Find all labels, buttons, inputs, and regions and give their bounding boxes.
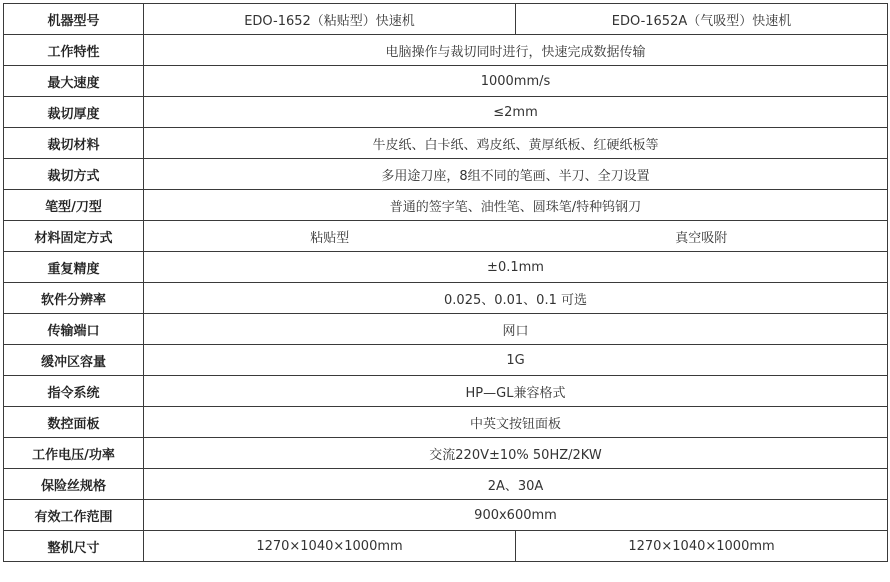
spec-value-left: EDO-1652（粘贴型）快速机 bbox=[144, 4, 516, 35]
spec-label: 指令系统 bbox=[4, 376, 144, 407]
spec-value: HP—GL兼容格式 bbox=[144, 376, 888, 407]
spec-label: 裁切材料 bbox=[4, 128, 144, 159]
spec-row bbox=[4, 4, 888, 35]
spec-value-right: EDO-1652A（气吸型）快速机 bbox=[516, 4, 888, 35]
spec-value: 中英文按钮面板 bbox=[144, 407, 888, 438]
spec-row bbox=[4, 128, 888, 159]
spec-table bbox=[3, 3, 888, 562]
spec-label: 传输端口 bbox=[4, 314, 144, 345]
spec-label: 材料固定方式 bbox=[4, 221, 144, 252]
spec-label: 笔型/刀型 bbox=[4, 190, 144, 221]
spec-value-left: 1270×1040×1000mm bbox=[144, 531, 516, 562]
spec-value: ±0.1mm bbox=[144, 252, 888, 283]
spec-label: 有效工作范围 bbox=[4, 500, 144, 531]
spec-value: ≤2mm bbox=[144, 97, 888, 128]
spec-label: 整机尺寸 bbox=[4, 531, 144, 562]
spec-row bbox=[4, 66, 888, 97]
spec-value: 0.025、0.01、0.1 可选 bbox=[144, 283, 888, 314]
spec-value-right: 1270×1040×1000mm bbox=[516, 531, 888, 562]
spec-row bbox=[4, 159, 888, 190]
spec-value: 900x600mm bbox=[144, 500, 888, 531]
spec-label: 保险丝规格 bbox=[4, 469, 144, 500]
spec-value: 牛皮纸、白卡纸、鸡皮纸、黄厚纸板、红硬纸板等 bbox=[144, 128, 888, 159]
spec-row bbox=[4, 314, 888, 345]
spec-label: 机器型号 bbox=[4, 4, 144, 35]
spec-row bbox=[4, 252, 888, 283]
spec-row bbox=[4, 407, 888, 438]
spec-value: 2A、30A bbox=[144, 469, 888, 500]
spec-row bbox=[4, 438, 888, 469]
spec-value-right: 真空吸附 bbox=[516, 221, 888, 252]
spec-value: 电脑操作与裁切同时进行，快速完成数据传输 bbox=[144, 35, 888, 66]
spec-row bbox=[4, 469, 888, 500]
spec-row bbox=[4, 35, 888, 66]
spec-row bbox=[4, 97, 888, 128]
spec-table-body bbox=[4, 4, 888, 562]
spec-row bbox=[4, 221, 888, 252]
spec-label: 数控面板 bbox=[4, 407, 144, 438]
spec-label: 裁切厚度 bbox=[4, 97, 144, 128]
spec-row bbox=[4, 283, 888, 314]
spec-row bbox=[4, 500, 888, 531]
spec-label: 工作特性 bbox=[4, 35, 144, 66]
spec-label: 软件分辨率 bbox=[4, 283, 144, 314]
spec-value: 交流220V±10% 50HZ/2KW bbox=[144, 438, 888, 469]
spec-row bbox=[4, 531, 888, 562]
spec-value: 多用途刀座，8组不同的笔画、半刀、全刀设置 bbox=[144, 159, 888, 190]
spec-label: 最大速度 bbox=[4, 66, 144, 97]
spec-value-left: 粘贴型 bbox=[144, 221, 516, 252]
spec-row bbox=[4, 376, 888, 407]
spec-value: 网口 bbox=[144, 314, 888, 345]
spec-label: 缓冲区容量 bbox=[4, 345, 144, 376]
spec-label: 重复精度 bbox=[4, 252, 144, 283]
spec-label: 裁切方式 bbox=[4, 159, 144, 190]
spec-row bbox=[4, 345, 888, 376]
spec-value: 1G bbox=[144, 345, 888, 376]
spec-value: 普通的签字笔、油性笔、圆珠笔/特种钨钢刀 bbox=[144, 190, 888, 221]
spec-row bbox=[4, 190, 888, 221]
spec-label: 工作电压/功率 bbox=[4, 438, 144, 469]
spec-value: 1000mm/s bbox=[144, 66, 888, 97]
